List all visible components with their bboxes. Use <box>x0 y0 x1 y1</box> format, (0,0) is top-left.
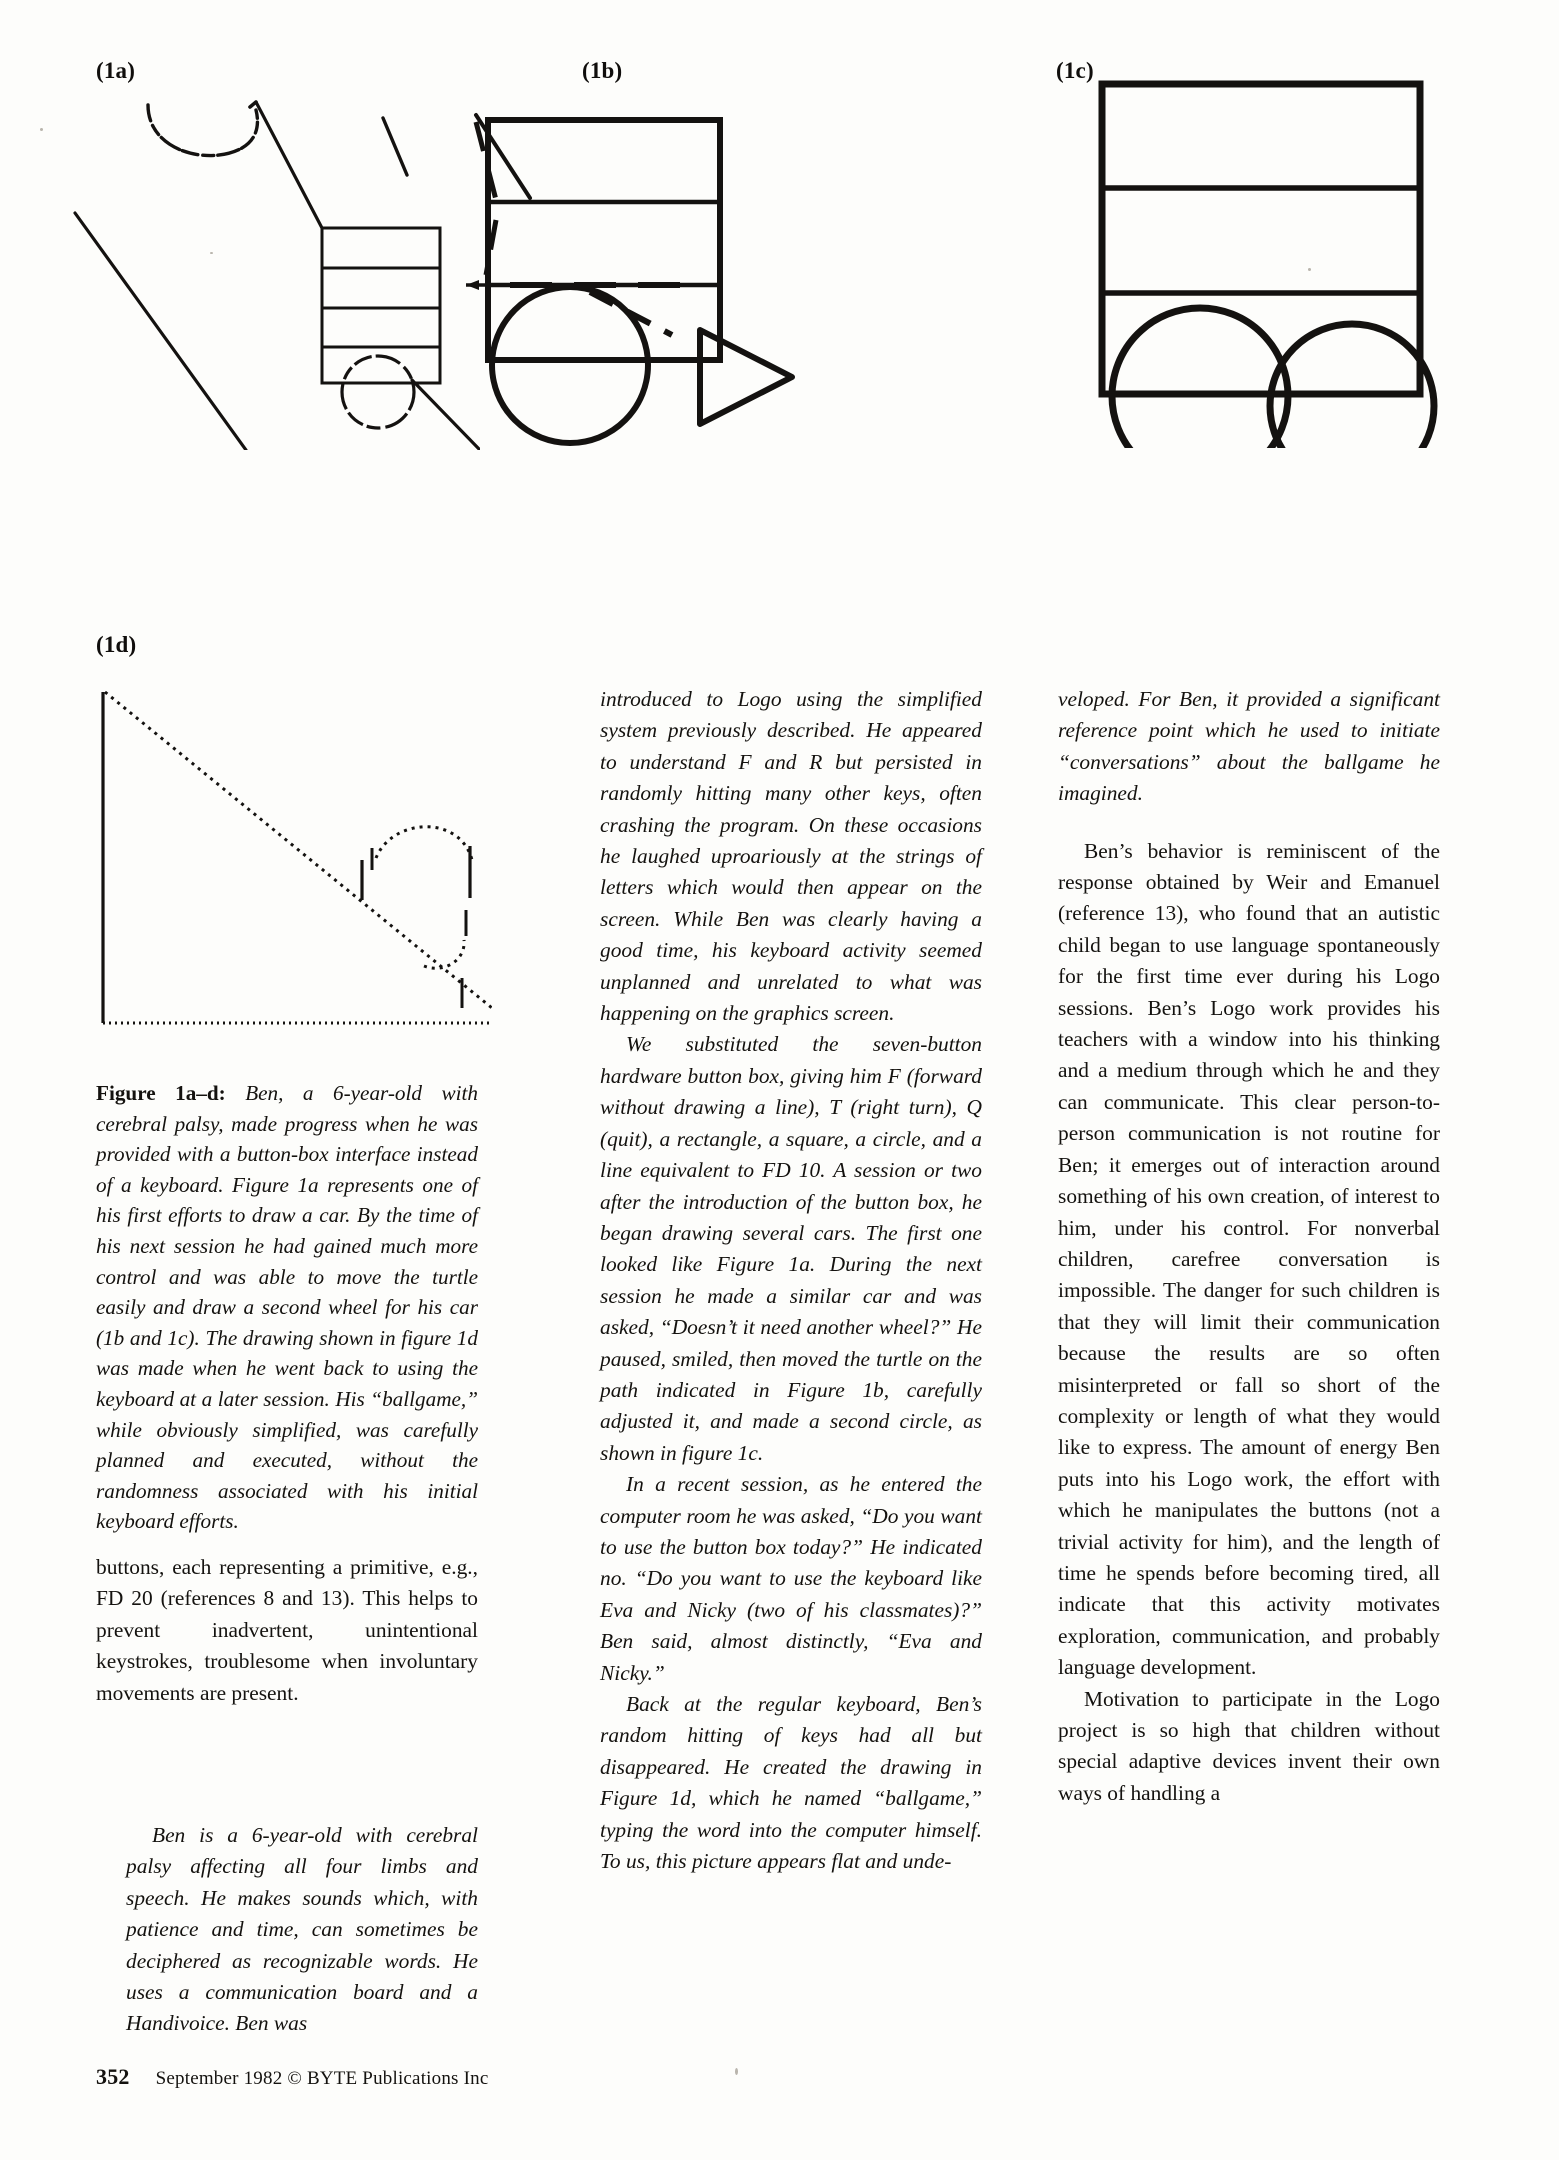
column2-paragraph-2: We substituted the seven-button hardware button box, giving him F (forward without drawing a line), T (right turn), Q (quit), a rectangle, a square, a circle, and a line equivalent to FD 10. A session or two after the introduction of the button box, he began drawing several cars. The first one looked like Figure 1a. During the next session he made a similar car and was asked, “Doesn’t it need another wheel?” He paused, smiled, then moved the turtle on the path indicated in Figure 1b, carefully adjusted it, and made a second circle, as shown in figure 1c. <box>600 1032 982 1465</box>
figure-label-1a: (1a) <box>96 58 136 83</box>
column-2-body <box>600 684 982 1877</box>
scan-speck <box>1308 268 1311 271</box>
column2-paragraph-1: introduced to Logo using the simplified system previously described. He appeared to understand F and R but persisted in randomly hitting many other keys, often crashing the program. On these occasions he laughed uproariously at the strings of letters which would then appear on the screen. While Ben was clearly having a good time, his keyboard activity seemed unplanned and unrelated to what was happening on the graphics screen. <box>600 687 982 1026</box>
column3-paragraph-3: Motivation to participate in the Logo project is so high that children without special adaptive devices invent their own ways of handling a <box>1058 1686 1440 1805</box>
turtle-triangle-icon <box>688 322 808 432</box>
column1-paragraph-1: buttons, each representing a primitive, e.g., FD 20 (references 8 and 13). This helps to prevent inadvertent, unintentional keystrokes, troublesome when involuntary movements are present. <box>96 1555 478 1705</box>
figure-label-1b: (1b) <box>582 58 623 83</box>
scan-speck <box>210 252 213 254</box>
footer-imprint: September 1982 © BYTE Publications Inc <box>155 2068 489 2089</box>
column2-paragraph-4: Back at the regular keyboard, Ben’s random hitting of keys had all but disappeared. He created the drawing in Figure 1d, which he named “ballgame,” typing the word into the computer himself. To us, this picture appears flat and unde- <box>600 1692 982 1874</box>
column-3-body <box>1058 684 1440 1809</box>
figure-caption-lead: Figure 1a–d: <box>96 1081 226 1105</box>
column1-paragraph-2: Ben is a 6-year-old with cerebral palsy affecting all four limbs and speech. He makes sounds which, with patience and time, can sometimes be deciphered as recognizable words. He uses a communication board and a Handivoice. Ben was <box>126 1823 478 2036</box>
figure-1c-drawing <box>1080 78 1480 448</box>
page-footer <box>96 2064 488 2090</box>
column2-paragraph-3: In a recent session, as he entered the computer room he was asked, “Do you want to use the button box today?” He indicated no. “Do you want to use the keyboard like Eva and Nicky (two of his classmates)?” Ben said, almost distinctly, “Eva and Nicky.” <box>600 1472 982 1685</box>
column3-paragraph-2: Ben’s behavior is reminiscent of the response obtained by Weir and Emanuel (reference 13), who found that an autistic child began to use language spontaneously for the first time ever during his Logo sessions. Ben’s Logo work provides his teachers with a window into his thinking and a medium through which he and they can communicate. This clear person-to-person communication is not routine for Ben; it emerges out of interaction around something of his own creation, of interest to him, under his control. For nonverbal children, carefree conversation is impossible. The danger for such children is that they will limit their communication because the results are so often misinterpreted or fall so short of the complexity or length of what they would like to express. The amount of energy Ben puts into his Logo work, the effort with which he manipulates the buttons (not a trivial activity for him), and the length of time he spends before becoming tired, all indicate that this activity motivates exploration, communication, and probably language development. <box>1058 838 1440 1680</box>
column-1-body <box>96 1552 478 1709</box>
figure-caption-text: Ben, a 6-year-old with cerebral palsy, made progress when he was provided with a button-box interface instead of a keyboard. Figure 1a represents one of his first efforts to draw a car. By the time of his next session he had gained much more control and was able to move the turtle easily and draw a second wheel for his car (1b and 1c). The drawing shown in figure 1d was made when he went back to using the keyboard at a later session. His “ballgame,” while obviously simplified, was carefully planned and executed, without the randomness associated with his initial keyboard efforts. <box>96 1081 478 1534</box>
figure-label-1d: (1d) <box>96 632 137 657</box>
column-1-blockquote <box>96 1820 478 2040</box>
figure-label-1c: (1c) <box>1056 58 1094 83</box>
figure-band <box>0 0 1559 657</box>
scan-speck <box>40 128 43 131</box>
figure-1a-drawing <box>60 80 480 450</box>
column3-paragraph-1: veloped. For Ben, it provided a significant reference point which he used to initiate “conversations” about the ballgame he imagined. <box>1058 687 1440 806</box>
figure-1d-drawing <box>92 678 492 1050</box>
footer-page-number: 352 <box>96 2064 130 2089</box>
figure-caption <box>96 1078 478 1537</box>
scan-speck <box>735 2068 738 2075</box>
